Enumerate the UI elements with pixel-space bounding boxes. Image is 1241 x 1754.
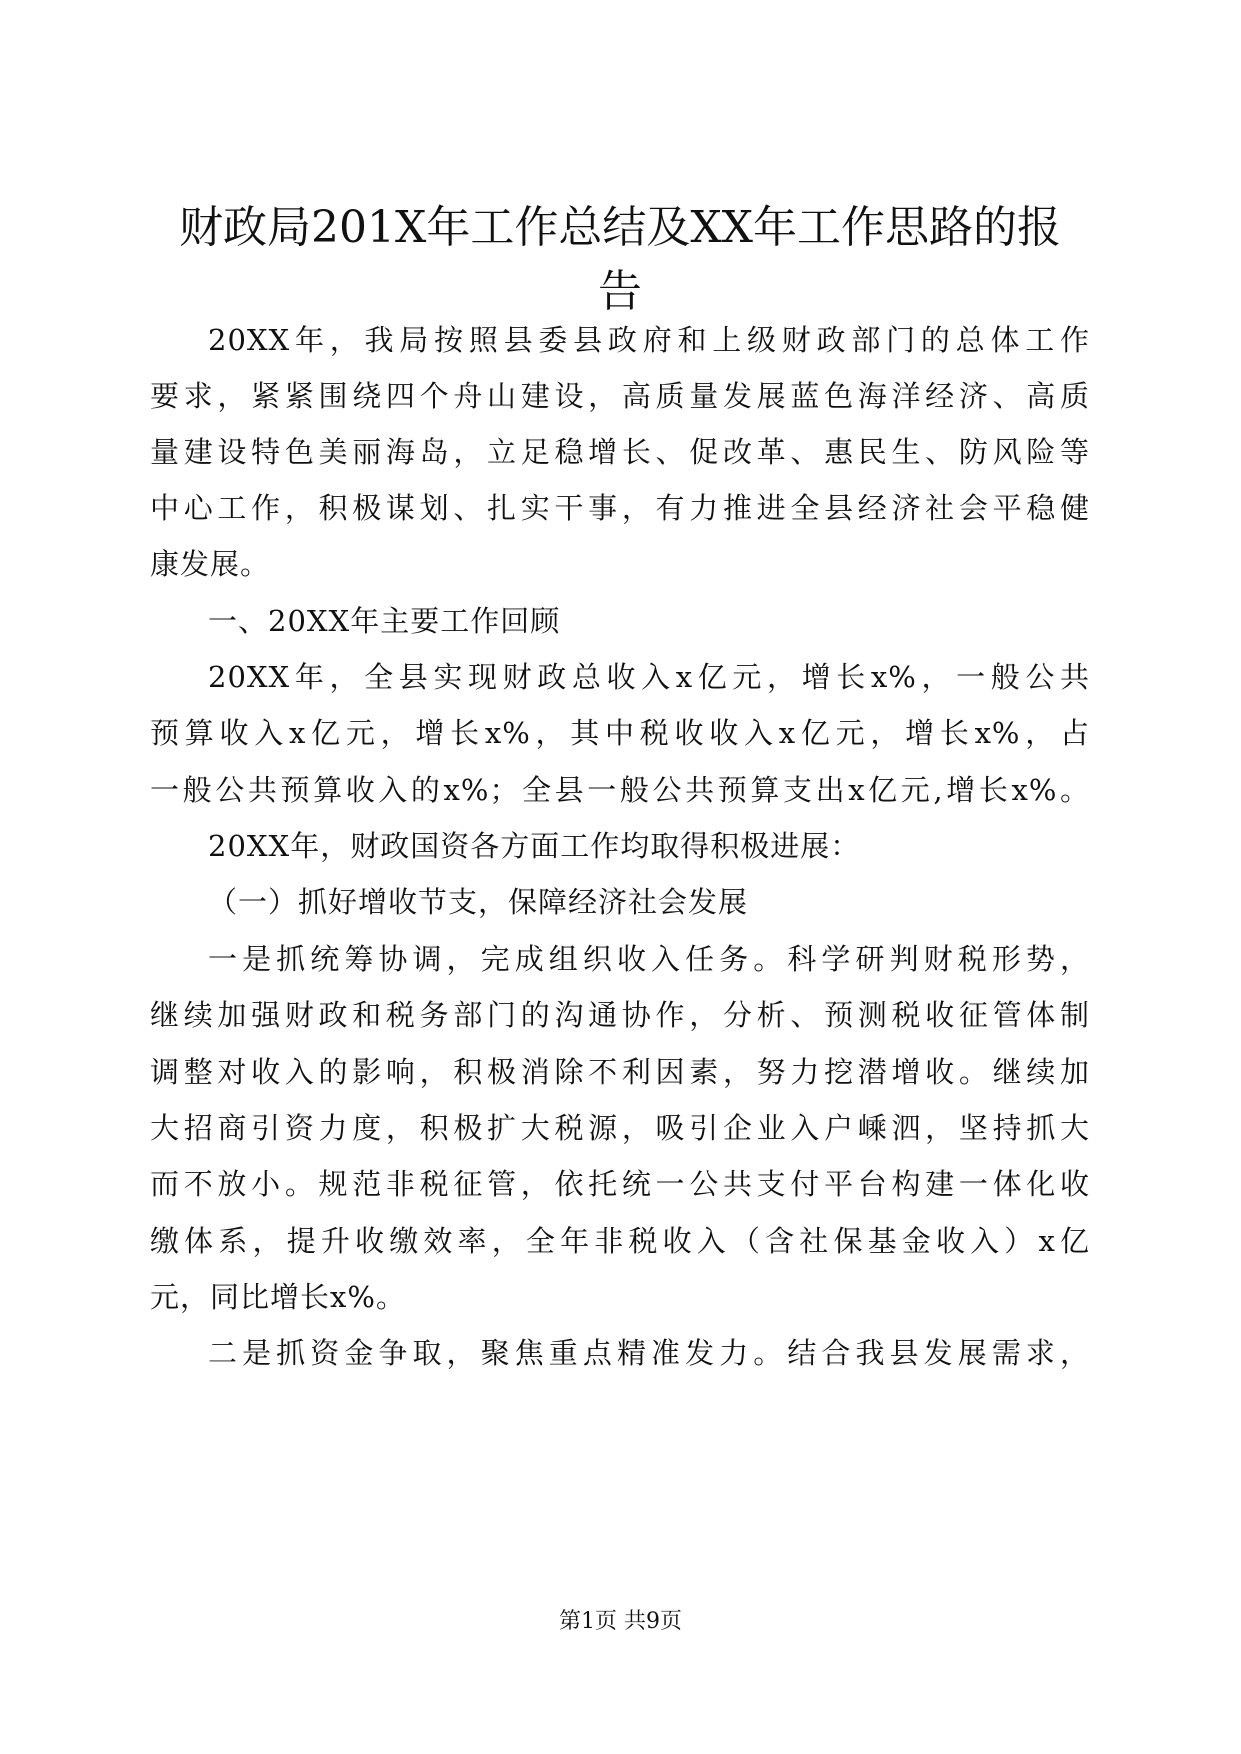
text-line: 要求，紧紧围绕四个舟山建设，高质量发展蓝色海洋经济、高质 xyxy=(150,379,1090,413)
page-footer: 第1页 共9页 xyxy=(559,1609,682,1634)
text-line: 缴体系，提升收缴效率，全年非税收入（含社保基金收入）x亿 xyxy=(150,1224,1090,1258)
text-line: 继续加强财政和税务部门的沟通协作，分析、预测税收征管体制 xyxy=(150,998,1090,1032)
text-line: 康发展。 xyxy=(150,547,271,581)
text-line: 大招商引资力度，积极扩大税源，吸引企业入户嵊泗，坚持抓大 xyxy=(150,1111,1090,1145)
text-line: 20XX年，全县实现财政总收入x亿元，增长x%，一般公共 xyxy=(208,660,1090,694)
text-line: 量建设特色美丽海岛，立足稳增长、促改革、惠民生、防风险等 xyxy=(150,435,1090,469)
title-line-1: 财政局201X年工作总结及XX年工作思路的报 xyxy=(179,202,1061,253)
text-line: 元，同比增长x%。 xyxy=(150,1280,406,1314)
text-line: 预算收入x亿元，增长x%，其中税收收入x亿元，增长x%，占 xyxy=(150,716,1090,750)
text-line: 中心工作，积极谋划、扎实干事，有力推进全县经济社会平稳健 xyxy=(150,491,1090,525)
text-line: 一般公共预算收入的x%；全县一般公共预算支出x亿元,增长x%。 xyxy=(150,773,1090,807)
text-line: 而不放小。规范非税征管，依托统一公共支付平台构建一体化收 xyxy=(150,1167,1090,1201)
title-line-2: 告 xyxy=(598,266,642,317)
document-title xyxy=(150,196,1090,324)
text-line: 20XX年，财政国资各方面工作均取得积极进展： xyxy=(208,829,861,863)
subsection-heading: （一）抓好增收节支，保障经济社会发展 xyxy=(208,885,749,919)
text-line: 调整对收入的影响，积极消除不利因素，努力挖潜增收。继续加 xyxy=(150,1055,1090,1089)
text-line: 二是抓资金争取，聚焦重点精准发力。结合我县发展需求， xyxy=(208,1336,1090,1370)
section-heading: 一、20XX年主要工作回顾 xyxy=(208,604,561,638)
text-line: 一是抓统筹协调，完成组织收入任务。科学研判财税形势， xyxy=(208,942,1090,976)
text-line: 20XX年，我局按照县委县政府和上级财政部门的总体工作 xyxy=(208,323,1090,357)
